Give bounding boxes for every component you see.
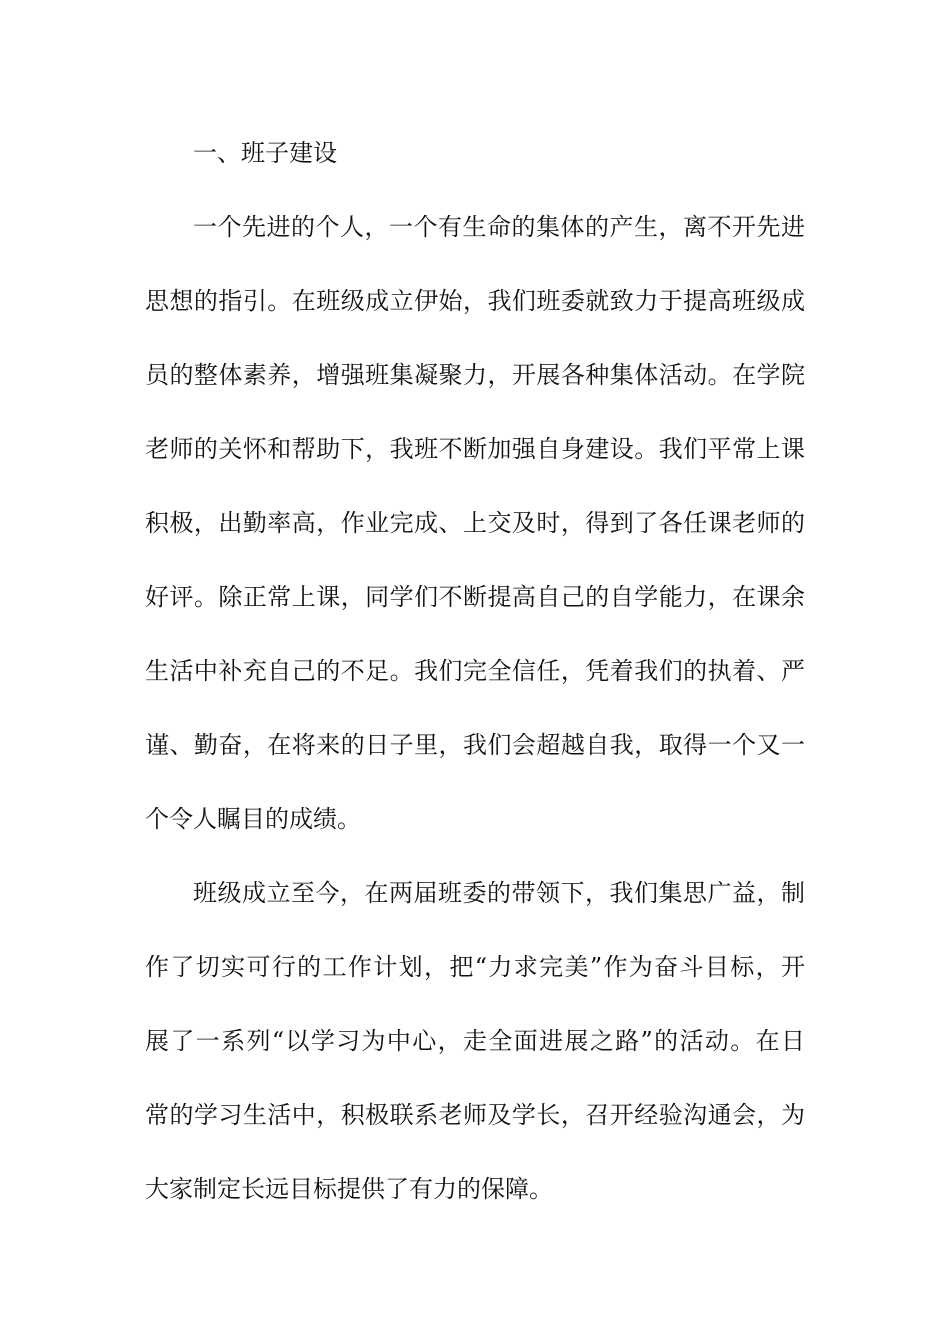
- paragraph-line: 展了一系列“以学习为中心，走全面进展之路”的活动。在日: [145, 1027, 805, 1055]
- paragraph-line: 谨、勤奋，在将来的日子里，我们会超越自我，取得一个又一: [145, 731, 805, 759]
- paragraph-line: 大家制定长远目标提供了有力的保障。: [145, 1175, 553, 1203]
- paragraph-2: [145, 856, 805, 1226]
- paragraph-line: 老师的关怀和帮助下，我班不断加强自身建设。我们平常上课: [145, 435, 805, 463]
- paragraph-line: 个令人瞩目的成绩。: [145, 805, 361, 833]
- paragraph-line: 生活中补充自己的不足。我们完全信任，凭着我们的执着、严: [145, 657, 805, 685]
- paragraph-1: [145, 190, 805, 856]
- paragraph-line: 常的学习生活中，积极联系老师及学长，召开经验沟通会，为: [145, 1101, 805, 1129]
- paragraph-line: 班级成立至今，在两届班委的带领下，我们集思广益，制: [193, 879, 805, 907]
- paragraph-line: 积极，出勤率高，作业完成、上交及时，得到了各任课老师的: [145, 509, 805, 537]
- section-heading: 一、班子建设: [193, 139, 337, 167]
- paragraph-line: 好评。除正常上课，同学们不断提高自己的自学能力，在课余: [145, 583, 805, 611]
- paragraph-line: 思想的指引。在班级成立伊始，我们班委就致力于提高班级成: [145, 287, 805, 315]
- paragraph-line: 员的整体素养，增强班集凝聚力，开展各种集体活动。在学院: [145, 361, 805, 389]
- paragraph-line: 作了切实可行的工作计划，把“力求完美”作为奋斗目标，开: [145, 953, 805, 981]
- paragraph-line: 一个先进的个人，一个有生命的集体的产生，离不开先进: [193, 213, 805, 241]
- document-body: [145, 116, 805, 1226]
